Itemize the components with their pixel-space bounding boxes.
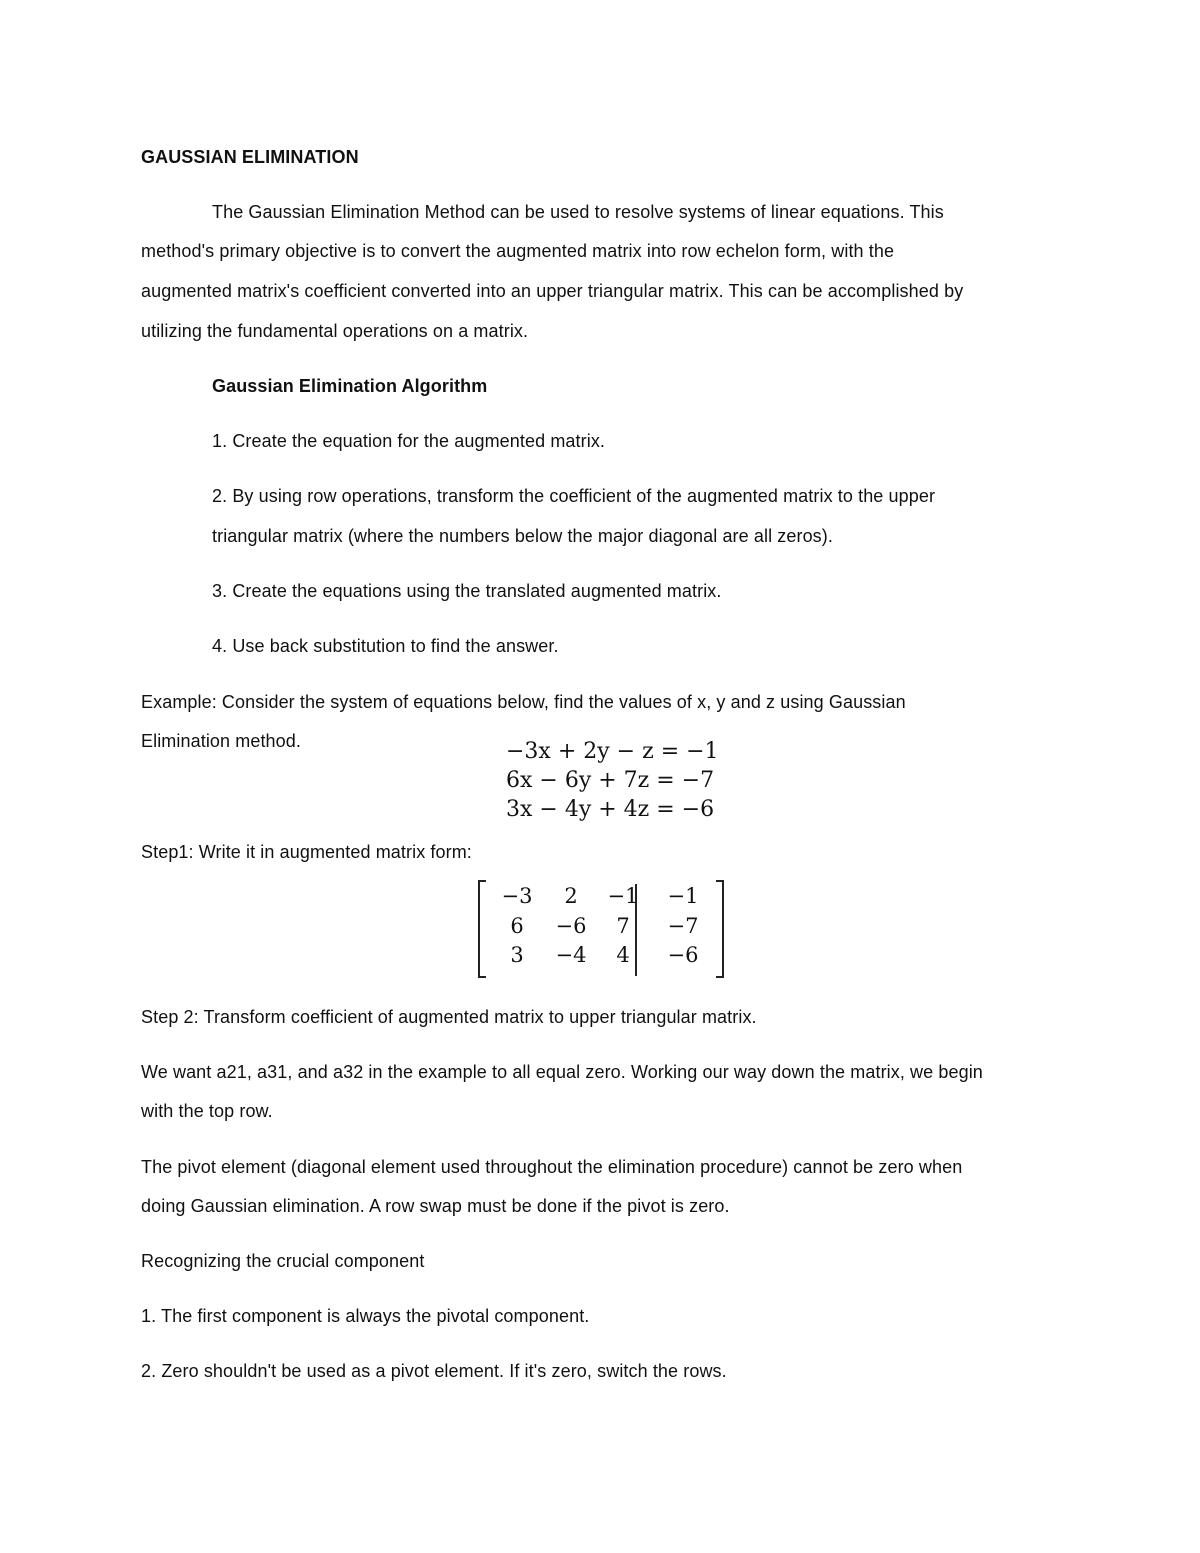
example-line-1: Example: Consider the system of equations below, find the values of x, y and z using Gaussian — [141, 692, 906, 712]
algorithm-heading: Gaussian Elimination Algorithm — [212, 376, 488, 396]
algorithm-step-3: 3. Create the equations using the translated augmented matrix. — [212, 581, 722, 601]
document-title: GAUSSIAN ELIMINATION — [141, 147, 359, 167]
matrix-cell: 3 — [510, 943, 524, 967]
step-1-label: Step1: Write it in augmented matrix form: — [141, 842, 472, 862]
paragraph-want-line-1: We want a21, a31, and a32 in the example to all equal zero. Working our way down the matrix, we begin — [141, 1062, 983, 1082]
equation-1: −3x + 2y − z = −1 — [506, 739, 719, 764]
intro-line-2: method's primary objective is to convert the augmented matrix into row echelon form, with the — [141, 241, 895, 261]
equation-3: 3x − 4y + 4z = −6 — [506, 797, 715, 822]
matrix-cell: −6 — [667, 943, 699, 967]
algorithm-step-1: 1. Create the equation for the augmented matrix. — [212, 431, 606, 451]
matrix-cell: 4 — [616, 943, 630, 967]
rule-2: 2. Zero shouldn't be used as a pivot element. If it's zero, switch the rows. — [141, 1361, 727, 1381]
matrix-cell: −7 — [667, 914, 699, 938]
algorithm-step-4: 4. Use back substitution to find the answer. — [212, 636, 559, 656]
algorithm-step-2-line-2: triangular matrix (where the numbers below the major diagonal are all zeros). — [212, 526, 833, 546]
rule-1: 1. The first component is always the pivotal component. — [141, 1306, 590, 1326]
intro-line-4: utilizing the fundamental operations on a matrix. — [141, 321, 529, 341]
matrix-cell: −1 — [607, 884, 639, 908]
intro-line-3: augmented matrix's coefficient converted into an upper triangular matrix. This can be accomplished by — [141, 281, 964, 301]
matrix-cell: 2 — [564, 884, 578, 908]
recognizing-heading: Recognizing the crucial component — [141, 1251, 425, 1271]
paragraph-pivot-line-1: The pivot element (diagonal element used throughout the elimination procedure) cannot be zero when — [141, 1157, 963, 1177]
example-line-2: Elimination method. — [141, 731, 301, 751]
paragraph-pivot-line-2: doing Gaussian elimination. A row swap must be done if the pivot is zero. — [141, 1196, 730, 1216]
matrix-cell: −1 — [667, 884, 699, 908]
matrix-cell: −4 — [555, 943, 587, 967]
matrix-cell: −3 — [501, 884, 533, 908]
matrix-cell: 7 — [616, 914, 630, 938]
matrix-cell: 6 — [510, 914, 524, 938]
matrix-cell: −6 — [555, 914, 587, 938]
equation-2: 6x − 6y + 7z = −7 — [506, 768, 715, 793]
paragraph-want-line-2: with the top row. — [141, 1101, 273, 1121]
intro-line-1: The Gaussian Elimination Method can be used to resolve systems of linear equations. This — [212, 202, 944, 222]
augmented-matrix — [478, 880, 724, 978]
matrix-left-bracket — [478, 880, 486, 978]
step-2-label: Step 2: Transform coefficient of augmented matrix to upper triangular matrix. — [141, 1007, 757, 1027]
algorithm-step-2-line-1: 2. By using row operations, transform the coefficient of the augmented matrix to the upper — [212, 486, 936, 506]
matrix-right-bracket — [716, 880, 724, 978]
